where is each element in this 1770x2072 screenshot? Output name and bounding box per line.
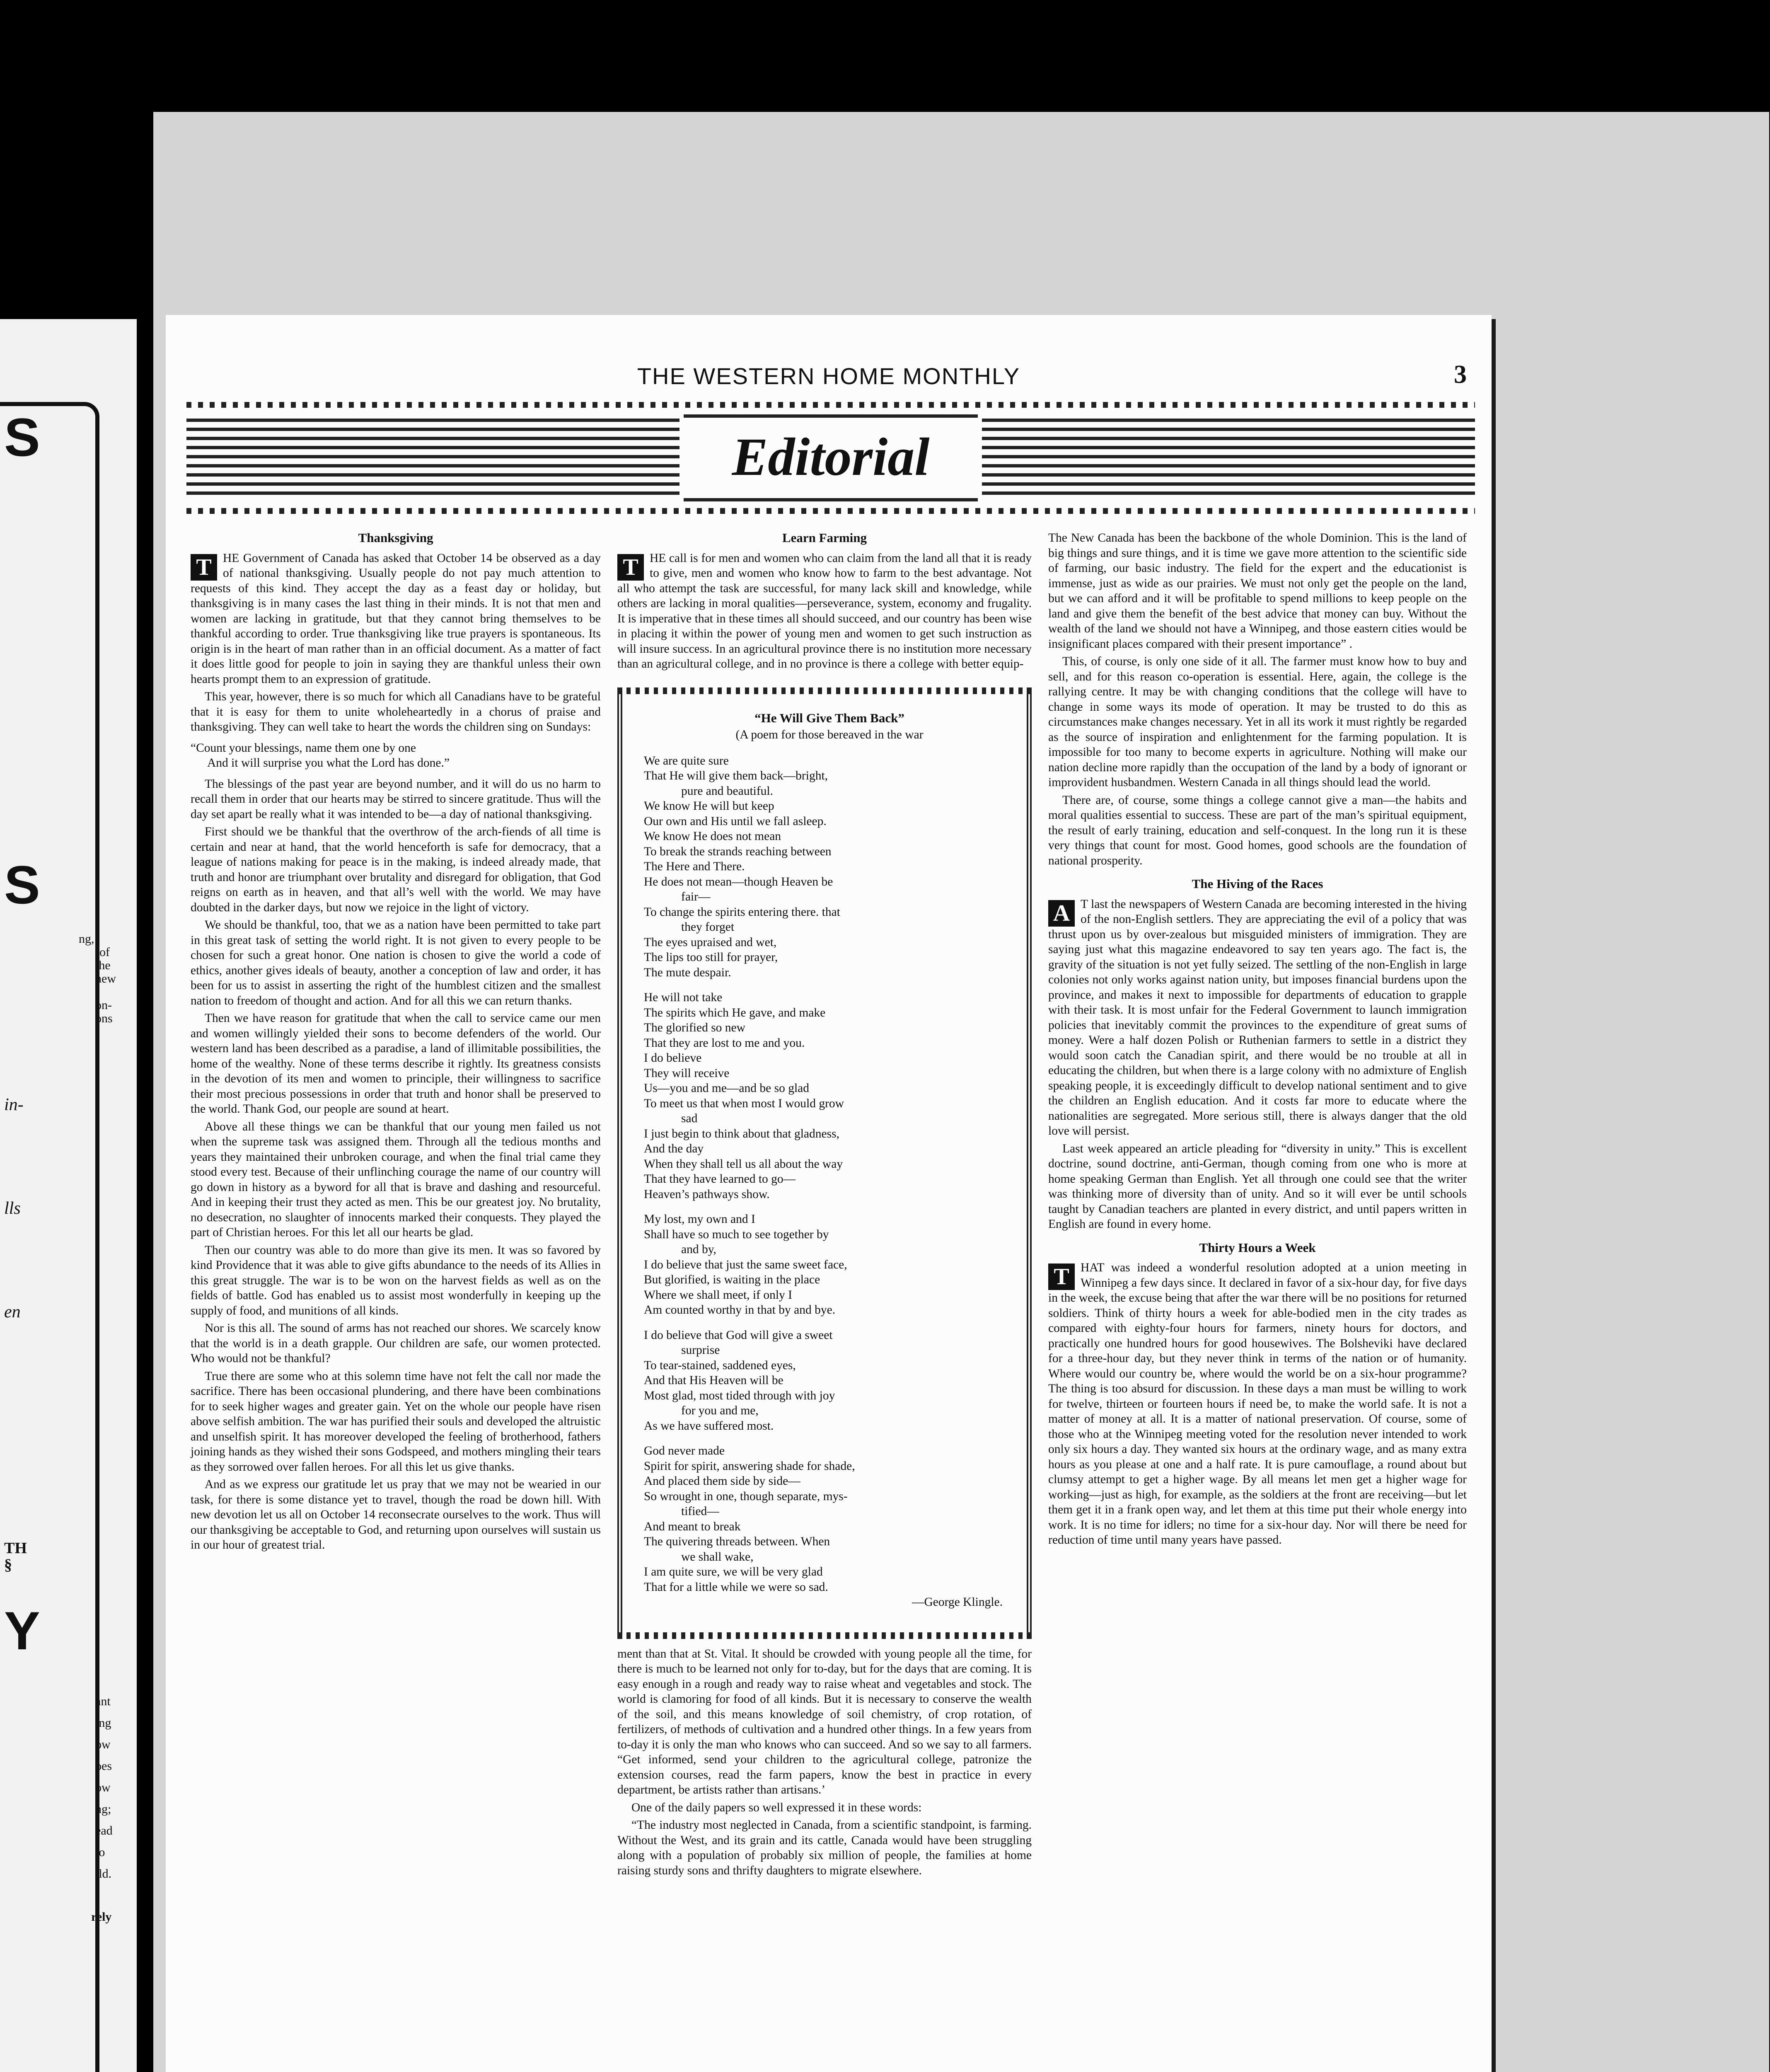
banner-stripes <box>186 419 679 497</box>
poem-line: We know He will but keep <box>644 799 774 813</box>
poem-line: for you and me, <box>681 1404 759 1417</box>
article-paragraph: This year, however, there is so much for which all Canadians have to be grateful that it is easy for them to unite wholeheartedly in a chorus of praise and thanksgiving. They can well take to heart the words the children sing on Sundays: <box>191 690 601 733</box>
banner-rule <box>186 402 1475 408</box>
facing-page-text: Y <box>4 1600 40 1661</box>
article-paragraph: The New Canada has been the backbone of the whole Dominion. This is the land of big things and sure things, and it is time we gave more attention to the scientific side of farming, our basic industry. The field for the expert and the educationist is immense, just as wide as our prairies. We must not only get the people on the land, but we can afford and it will be profitable to spend millions to keep people on the land and give them the benefit of the best advice that money can buy. Without the wealth of the land we should not have a Winnipeg, and those eastern cities would be insignificant places compared with their present importance” . <box>1048 531 1467 651</box>
poem-frame-rule <box>617 687 1032 694</box>
facing-page-text: ing <box>95 1716 111 1730</box>
article-paragraph: This, of course, is only one side of it all. The farmer must know how to buy and sell, and for this reason co-operation is essential. Here, again, the college is the rallying centre. It may be with changing conditions that the college will have to change in some ways its mode of operation. It may be trusted to do this as circumstances make changes necessary. Yet in all its work it must rightly be regarded as the source of inspiration and enlightenment for the farming population. It is impossible for too many to become experts in agriculture. Nothing will make our nation decline more rapidly than the occupation of the land by a body of ignorant or improvident husbandmen. Western Canada in all things should lead the world. <box>1048 655 1467 789</box>
poem-line: God never made <box>644 1444 725 1457</box>
article-paragraph: Nor is this all. The sound of arms has not reached our shores. We scarcely know that the world is in a death grapple. Our children are safe, our women protected. Who would not be thankful? <box>191 1322 601 1365</box>
poem-line: we shall wake, <box>681 1550 754 1564</box>
article-paragraph: There are, of course, some things a college cannot give a man—the habits and moral qualities essential to success. These are part of the man’s spiritual equipment, the result of early training, education and self-conquest. In the long run it is these very things that count for most. Good homes, good schools are the foundation of national prosperity. <box>1048 793 1467 867</box>
poem-line: I do believe that just the same sweet face, <box>644 1258 847 1271</box>
article-paragraph: ment than that at St. Vital. It should be crowded with young people all the time, for there is much to be learned not only for to-day, but for the days that are coming. It is easy enough in a rough and ready way to raise wheat and vegetables and stock. The world is clamoring for food of all kinds. But it is necessary to conserve the wealth of the soil, and this means knowledge of soil chemistry, of crop rotation, of fertilizers, of methods of cultivation and a hundred other things. In a few years from to-day it is only the man who knows who can succeed. And so we say to all farmers. “Get informed, send your children to the agricultural college, patronize the extension courses, read the farm papers, know the best in practice in every department, be artists rather than artisans.’ <box>617 1647 1032 1796</box>
poem-line: Shall have so much to see together by <box>644 1227 829 1241</box>
poem-line: We know He does not mean <box>644 830 781 843</box>
facing-page-text: rely <box>91 1910 112 1924</box>
facing-page-text: the <box>95 959 111 972</box>
article-paragraph: We should be thankful, too, that we as a nation have been permitted to take part in this great task of setting the world right. It is not given to every people to be chosen for such a great honor. One nation is chosen to give the world a code of ethics, another gives ideals of beauty, another a conception of law and order, it has been for us to assist in asserting the right of the humblest citizen and the smallest nation to freedom of thought and action. And for all this we can return thanks. <box>191 918 601 1007</box>
poem-line: So wrought in one, though separate, mys- <box>644 1489 848 1503</box>
facing-page-text: en <box>4 1302 21 1322</box>
paragraph-text: HAT was indeed a wonderful resolution adopted at a union meeting in Winnipeg a few days since. It declared in favor of a six-hour day, for five days in the week, the excuse being that after the war there will be no positions for returned soldiers. Think of thirty hours a week for able-bodied men in the city trades as compared with eighty-four hours for farmers, ninety hours for doctors, and practically one hundred hours for good housewives. The Bolsheviki have declared for a three-hour day, but they never think in terms of the nation or of humanity. Where would our country be, where would the world be on a six-hour programme? The thing is too absurd for discussion. In these days a man must be willing to work for twelve, thirteen or fourteen hours if need be, to make the world safe. It is not a matter of money at all. It is a matter of national preservation. Of course, some of those who at the Winnipeg meeting voted for the resolution never intended to work only six hours a day. They wanted six hours at the ordinary wage, and as many extra hours as you please at one and a half rate. It is pure camouflage, a round about but clumsy attempt to get a higher wage. By all means let men get a higher wage for working—just as high, for example, as the soldiers at the front are receiving—but let them get it in a frank open way, and let them at this time put their whole energy into work. It is no time for idlers; no time for a six-hour day. Nor will there be need for reduction of time until many years have passed. <box>1048 1261 1467 1547</box>
article-paragraph: “The industry most neglected in Canada, from a scientific standpoint, is farming. Without the West, and its grain and its cattle, Canada would have been struggling along with a population of probably six million of people, the families at home raising sturdy sons and thrifty daughters to migrate elsewhere. <box>617 1818 1032 1877</box>
facing-page-text: of <box>99 945 110 959</box>
facing-page-text: ng, <box>79 932 94 946</box>
drop-cap: T <box>617 554 644 581</box>
article-paragraph: Then we have reason for gratitude that when the call to service came our men and women willingly yielded their sons to become defenders of the world. Our western land has been described as a paradise, a land of illimitable possibilities, the home of the wealthy. None of these terms describe it rightly. Its greatness consists in the devotion of its men and women to principle, their willingness to sacrifice their most precious possessions in order that truth and honor shall be preserved to the world. Thank God, our people are sound at heart. <box>191 1012 601 1116</box>
poem-line: To tear-stained, saddened eyes, <box>644 1358 796 1372</box>
column-3 <box>1048 530 1467 1550</box>
poem-line: I am quite sure, we will be very glad <box>644 1565 823 1578</box>
magazine-page <box>166 315 1492 2072</box>
poem-line: My lost, my own and I <box>644 1213 755 1226</box>
facing-page-text: on- <box>95 998 112 1012</box>
paragraph-text: HE call is for men and women who can claim from the land all that it is ready to give, men and women who know how to farm to the best advantage. Not all who attempt the task are successful, for many lack skill and knowledge, while others are lacking in moral qualities—perseverance, system, economy and frugality. It is imperative that in these times all should succeed, and our country has been wise in placing it within the power of young men and women to get such instruction as will insure success. In an agricultural province there is no institution more necessary than an agricultural college, and in no province is there a college with better equip- <box>617 551 1032 670</box>
masthead: THE WESTERN HOME MONTHLY <box>637 363 1020 389</box>
poem-line: And that His Heaven will be <box>644 1374 783 1387</box>
poem-line: I just begin to think about that gladness, <box>644 1127 839 1140</box>
article-paragraph: Last week appeared an article pleading for “diversity in unity.” This is excellent doctrine, sound doctrine, anti-German, though coming from one who is more at home speaking German than English. Yet all through one could see that the writer was thinking more of diversity than of unity. And so it will ever be until schools taught by Canadian teachers are planted in every district, and until papers written in English are found in every home. <box>1048 1142 1467 1231</box>
article-paragraph: True there are some who at this solemn time have not felt the call nor made the sacrifice. There has been occasional plundering, and there have been combinations for to seek higher wages and greater gain. Yet on the whole our people have risen above selfish ambition. The war has purified their souls and developed the altruistic and unselfish spirit. It has moreover developed the feeling of brotherhood, fathers joining hands as they wished their sons Godspeed, and mothers mingling their tears as they sorrowed over fallen heroes. For all this let us give thanks. <box>191 1369 601 1474</box>
facing-page-advert-border <box>0 402 99 2072</box>
page-header <box>182 363 1475 392</box>
article-heading-thanksgiving: Thanksgiving <box>358 530 433 545</box>
poem-frame-rule <box>617 1632 1032 1639</box>
poem-line: That they are lost to me and you. <box>644 1036 805 1050</box>
poem-subtitle: (A poem for those bereaved in the war <box>735 728 924 741</box>
facing-page-text: § <box>4 1556 12 1573</box>
poem-line: The spirits which He gave, and make <box>644 1006 826 1019</box>
poem-line: They will receive <box>644 1066 730 1080</box>
facing-page-text: ng; <box>95 1802 111 1816</box>
poem-box <box>617 687 1032 1639</box>
facing-page-text: S <box>4 407 40 467</box>
poem-line: pure and beautiful. <box>681 784 773 798</box>
poem-line: To change the spirits entering there. that <box>644 905 840 919</box>
poem-line: tified— <box>681 1505 719 1518</box>
poem-line: But glorified, is waiting in the place <box>644 1273 820 1286</box>
poem-line: The mute despair. <box>644 966 731 979</box>
section-title: Editorial <box>684 414 978 501</box>
poem-line: Most glad, most tided through with joy <box>644 1389 835 1402</box>
facing-page-text: ead <box>95 1824 113 1837</box>
poem-line: Our own and His until we fall asleep. <box>644 814 827 828</box>
facing-page-text: ow <box>95 1738 111 1751</box>
quote-line: And it will surprise you what the Lord has done.” <box>207 756 450 770</box>
poem-author: —George Klingle. <box>912 1595 1003 1609</box>
facing-page-text: ons <box>95 1012 113 1025</box>
poem-line: Spirit for spirit, answering shade for shade, <box>644 1459 855 1473</box>
poem-title: “He Will Give Them Back” <box>754 710 904 725</box>
poem-line: Am counted worthy in that by and bye. <box>644 1303 836 1317</box>
column-1 <box>191 530 601 1555</box>
poem-line: The Here and There. <box>644 860 745 873</box>
article-paragraph: The blessings of the past year are beyond number, and it will do us no harm to recall them in order that our hearts may be stirred to sincere gratitude. Thus will the day set apart be really what it was intended to be—a day of national thanksgiving. <box>191 777 601 821</box>
facing-page-text: ow <box>95 1781 111 1794</box>
article-heading-hiving: The Hiving of the Races <box>1192 876 1323 891</box>
facing-page-text: S <box>4 854 40 915</box>
poem-line: The quivering threads between. When <box>644 1535 830 1548</box>
poem-line: To meet us that when most I would grow <box>644 1097 844 1110</box>
poem-line: The eyes upraised and wet, <box>644 935 777 949</box>
facing-page-text: oes <box>95 1759 112 1773</box>
article-heading-thirty-hours: Thirty Hours a Week <box>1199 1240 1316 1255</box>
poem-line: they forget <box>681 920 735 934</box>
facing-page-text: new <box>95 972 116 985</box>
poem-line: I do believe that God will give a sweet <box>644 1328 833 1342</box>
poem-line: The glorified so new <box>644 1021 745 1034</box>
hymn-quote <box>191 741 601 771</box>
facing-page-text: lls <box>4 1199 21 1218</box>
poem-line: We are quite sure <box>644 754 729 767</box>
article-heading-learn-farming: Learn Farming <box>782 530 867 545</box>
poem-frame <box>617 687 1032 1639</box>
editorial-banner <box>186 402 1475 514</box>
poem-line: And placed them side by side— <box>644 1474 800 1488</box>
facing-page-text: TH <box>4 1539 27 1557</box>
poem-line: fair— <box>681 890 711 903</box>
banner-rule <box>186 508 1475 514</box>
poem-line: That they have learned to go— <box>644 1172 796 1186</box>
article-paragraph <box>191 551 601 687</box>
drop-cap: T <box>1048 1264 1075 1290</box>
poem-line: He does not mean—though Heaven be <box>644 875 833 888</box>
poem-line: Heaven’s pathways show. <box>644 1187 770 1201</box>
article-paragraph <box>1048 1260 1467 1548</box>
article-paragraph: And as we express our gratitude let us pray that we may not be wearied in our task, for there is some distance yet to travel, though the road be down hill. With new devotion let us all on October 14 reconsecrate ourselves to the work. Thus will our thanksgiving be acceptable to God, and returning upon ourselves will sustain us in our hour of greatest trial. <box>191 1478 601 1552</box>
poem-line: To break the strands reaching between <box>644 845 832 858</box>
facing-page-text: ant <box>95 1694 111 1708</box>
poem-line: Us—you and me—and be so glad <box>644 1082 809 1095</box>
poem-line: As we have suffered most. <box>644 1419 774 1433</box>
paragraph-text: HE Government of Canada has asked that October 14 be observed as a day of national thanksgiving. Usually people do not pay much attention to requests of this kind. They accept the day as a feast day or holiday, but thanksgiving is in many cases the last thing in their minds. It is not that men and women are lacking in gratitude, but that they cannot bring themselves to be thankful according to order. True thanksgiving like true prayers is spontaneous. Its origin is in the heart of man rather than in an official document. As a matter of fact it does little good for people to join in saying they are thankful unless their own hearts prompt them to an expression of gratitude. <box>191 551 601 686</box>
poem-line: And the day <box>644 1142 704 1155</box>
paragraph-text: T last the newspapers of Western Canada are becoming interested in the hiving of the non-English settlers. They are appreciating the evil of a policy that was thrust upon us by over-zealous but misguided ministers of immigration. They are saying just what this magazine endeavored to say ten years ago. The fact is, the gravity of the situation is not yet fully seized. The settling of the non-English in large colonies not only works against nation unity, but imposes financial burdens upon the province, and makes it next to impossible for departments of education to grapple with their task. It is most unfair for the Federal Government to launch immigration policies that inevitably commit the provinces to the expenditure of great sums of money. Were a half dozen Polish or Ruthenian farmers to settle in a district they would soon catch the Canadian spirit, and there would be no trouble at all in educating the children, but when there is a large colony with no admixture of English speaking people, it is exceedingly difficult to develop national sentiment and to give the children an English education. And it costs far more to educate where the nationalities are segregated. More serious still, there is always danger that the old love will persist. <box>1048 897 1467 1138</box>
column-2 <box>617 530 1032 1881</box>
article-paragraph: Above all these things we can be thankful that our young men failed us not when the supreme task was assigned them. Through all the tedious months and years they maintained their unbroken courage, and when the final trial came they stood every test. Because of their unflinching courage the name of our country will go down in history as a byword for all that is brave and dashing and resourceful. And in keeping their trust they acted as men. This be our greatest joy. No brutality, no desecration, no slaughter of innocents marked their conquests. They played the part of Christian heroes. For this let all our hearts be glad. <box>191 1120 601 1239</box>
poem-line: and by, <box>681 1243 716 1256</box>
drop-cap: A <box>1048 900 1075 927</box>
article-paragraph <box>1048 897 1467 1139</box>
facing-page-text: to <box>95 1845 105 1859</box>
article-paragraph: One of the daily papers so well expressed it in these words: <box>631 1801 922 1814</box>
poem-line: surprise <box>681 1343 720 1357</box>
quote-line: “Count your blessings, name them one by one <box>191 741 416 755</box>
poem-line: I do believe <box>644 1051 702 1065</box>
poem-line: That for a little while we were so sad. <box>644 1580 828 1594</box>
poem-line: Where we shall meet, if only I <box>644 1288 792 1302</box>
article-paragraph <box>617 551 1032 672</box>
facing-page-text: in- <box>4 1095 24 1114</box>
poem-line: And meant to break <box>644 1520 741 1533</box>
poem-line: He will not take <box>644 991 723 1004</box>
facing-page-fragment <box>0 319 137 2072</box>
poem-line: The lips too still for prayer, <box>644 951 778 964</box>
article-paragraph: Then our country was able to do more than give its men. It was so favored by kind Providence that it was able to give gifts abundance to the needs of its Allies in this great struggle. The war is to be won on the harvest fields as well as on the fields of battle. God has enabled us to assist most wonderfully in keeping up the supply of food, and munitions of all kinds. <box>191 1243 601 1317</box>
banner-stripes <box>982 419 1475 497</box>
drop-cap: T <box>191 554 217 581</box>
poem-line: That He will give them back—bright, <box>644 769 828 782</box>
poem-line: When they shall tell us all about the way <box>644 1157 843 1171</box>
page-number: 3 <box>1454 361 1467 389</box>
poem-line: sad <box>681 1112 698 1125</box>
facing-page-text: ild. <box>95 1867 112 1881</box>
article-paragraph: First should we be thankful that the overthrow of the arch-fiends of all time is certain and near at hand, that the world henceforth is safe for democracy, that a league of nations making for peace is in the making, is indeed already made, that truth and honor are triumphant over brutality and disregard for obligation, that God reigns on earth as in heaven, and that all’s well with the world. We may have doubted in the darker days, but now we rejoice in the light of victory. <box>191 825 601 914</box>
